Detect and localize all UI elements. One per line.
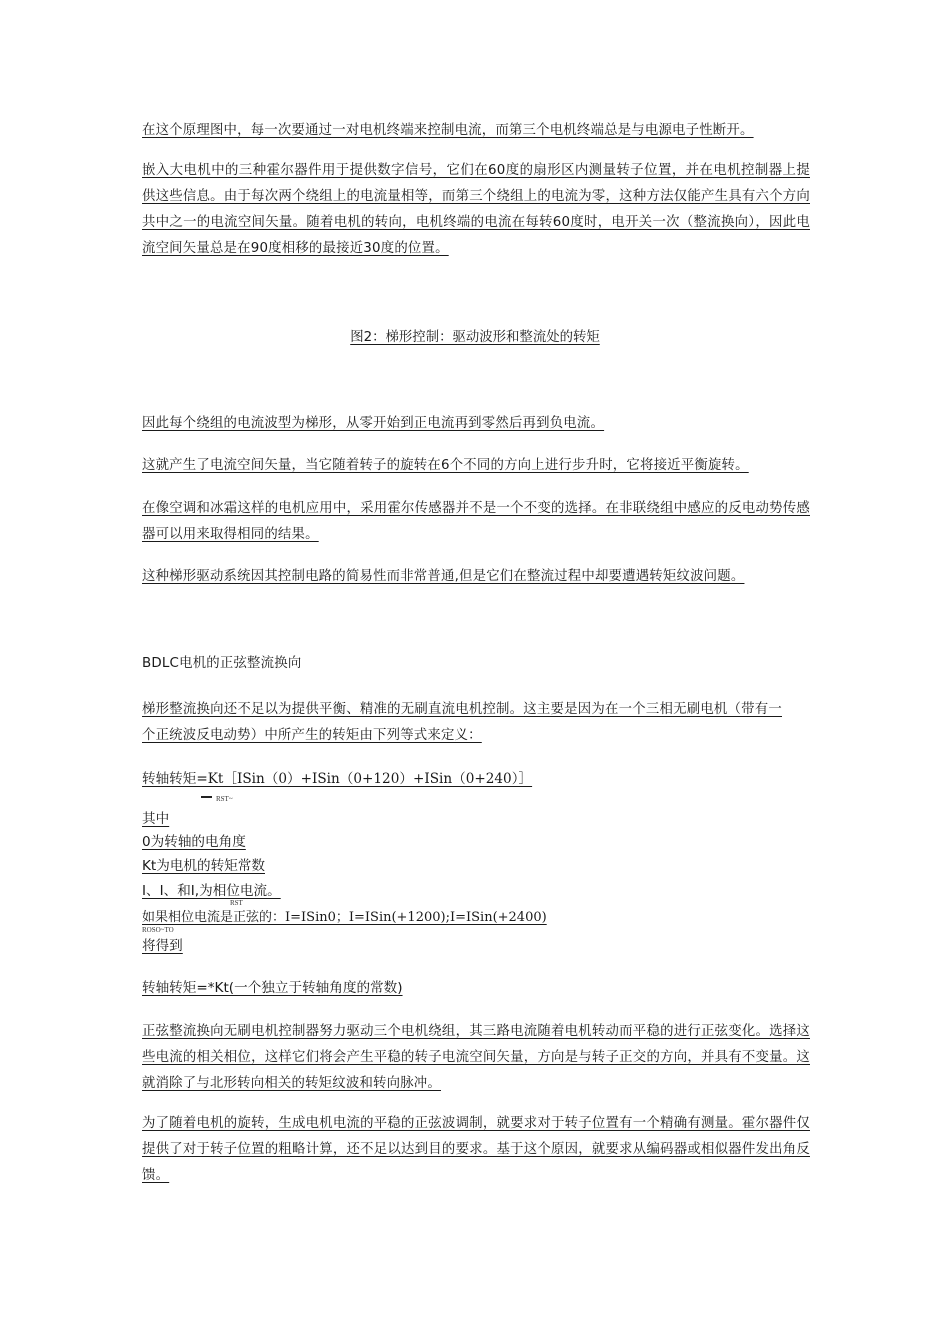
where-label: 其中 [142,811,170,827]
definition-torque-constant: Kt为电机的转矩常数 [142,858,265,874]
paragraph-sinusoidal-commutation: 正弦整流换向无刷电机控制器努力驱动三个电机绕组，其三路电流随着电机转动而平稳的进行正弦变化。选择这些电流的相关相位，这样它们将会产生平稳的转子电流空间矢量，方向是与转子正交的方向，并具有不变量。这就消除了与北形转向相关的转矩纹波和转向脉冲。 [142,1024,810,1091]
sinusoidal-subscript: ROSO~TO [142,926,174,934]
obtain-label: 将得到 [142,938,183,954]
paragraph-position-feedback: 为了随着电机的旋转，生成电机电流的平稳的正弦波调制，就要求对于转子位置有一个精确有测量。霍尔器件仅提供了对于转子位置的粗略计算，还不足以达到目的要求。基于这个原因，就要求从编码器或相似器件发出角反馈。 [142,1116,810,1183]
torque-equation: 转轴转矩=Kt［ISin（0）+ISin（0+120）+ISin（0+240）］ [142,771,533,787]
paragraph-torque-equation-intro: 梯形整流换向还不足以为提供平衡、精准的无刷直流电机控制。这主要是因为在一个三相无刷电机（带有一个正统波反电动势）中所产生的转矩由下列等式来定义： [142,702,782,743]
paragraph-torque-ripple: 这种梯形驱动系统因其控制电路的简易性而非常普通,但是它们在整流过程中却要遭遇转矩纹波问题。 [142,569,745,584]
section-heading [142,651,810,677]
equation-dash [201,796,212,798]
paragraph-bemf-sensors: 在像空调和冰霜这样的电机应用中，采用霍尔传感器并不是一个不变的选择。在非联绕组中感应的反电动势传感器可以用来取得相同的结果。 [142,501,810,542]
paragraph-trapezoid-waveform: 因此每个绕组的电流波型为梯形，从零开始到正电流再到零然后再到负电流。 [142,416,605,431]
phase-subscript: RST [230,899,243,907]
figure-caption: 图2：梯形控制：驱动波形和整流处的转矩 [350,330,600,345]
definition-angle: 0为转轴的电角度 [142,834,246,850]
paragraph-space-vector: 这就产生了电流空间矢量，当它随着转子的旋转在6个不同的方向上进行步升时，它将接近平衡旋转。 [142,458,749,473]
section-heading-text: BDLC电机的正弦整流换向 [142,656,302,671]
paragraph-hall-sensors: 嵌入大电机中的三种霍尔器件用于提供数字信号，它们在60度的扇形区内测量转子位置，并在电机控制器上提供这些信息。由于每次两个绕组上的电流量相等，而第三个绕组上的电流为零，这种方法仅能产生具有六个方向共中之一的电流空间矢量。随着电机的转向，电机终端的电流在每转60度时，电开关一次（整流换向），因此电流空间矢量总是在90度相移的最接近30度的位置。 [142,163,810,256]
equation-subscript: RST~ [216,795,233,803]
paragraph-commutation-intro: 在这个原理图中，每一次要通过一对电机终端来控制电流，而第三个电机终端总是与电源电子性断开。 [142,123,754,138]
definition-sinusoidal-currents: 如果相位电流是正弦的：I=ISin0；I=ISin(+1200);I=ISin(+2400) [142,910,547,925]
constant-torque-equation: 转轴转矩=*Kt(一个独立于转轴角度的常数) [142,980,403,996]
definition-phase-currents: I、I、和I,为相位电流。 [142,883,281,899]
